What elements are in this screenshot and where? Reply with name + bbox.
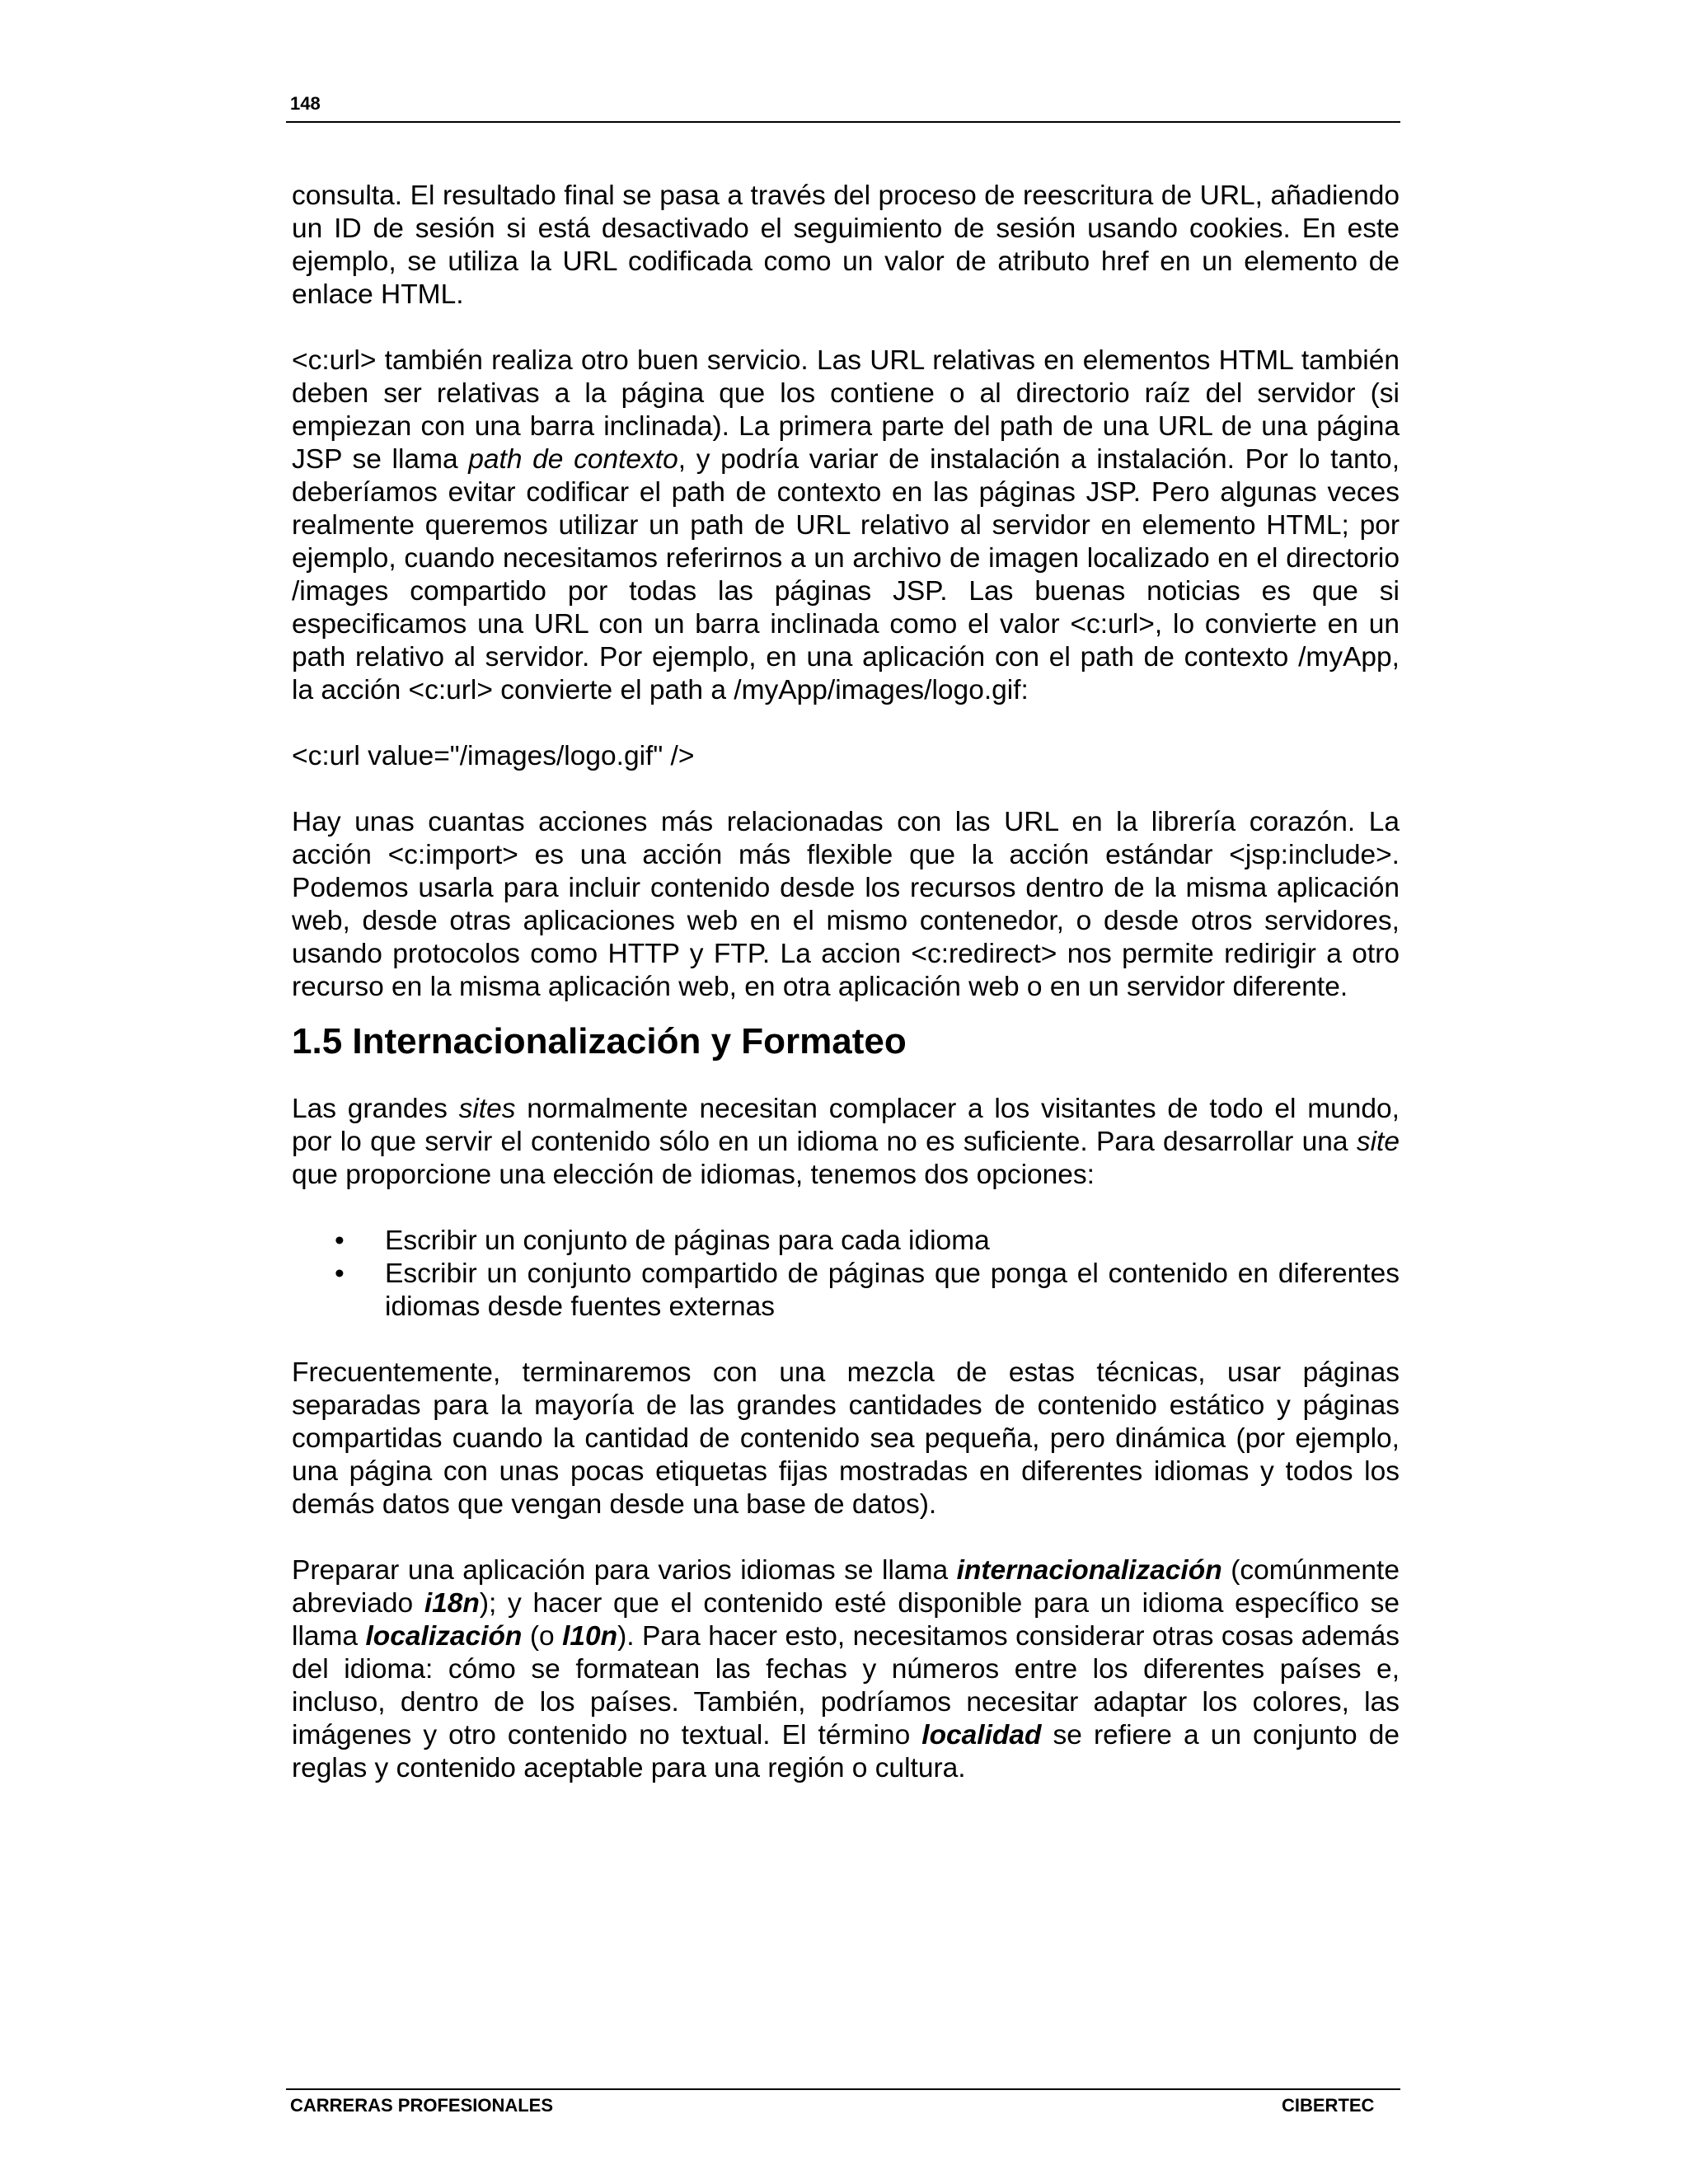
code-example: <c:url value="/images/logo.gif" />: [292, 741, 695, 771]
text-run: (o: [522, 1621, 563, 1652]
text-run: (comúnmente abreviado: [292, 1555, 1400, 1619]
spacer: [292, 1324, 1400, 1357]
bullet-icon: •: [335, 1226, 345, 1256]
emphasis-site: site: [1356, 1127, 1400, 1157]
spacer: [292, 312, 1400, 344]
term-internacionalizacion: internacionalización: [956, 1555, 1222, 1586]
section-heading: 1.5 Internacionalización y Formateo: [292, 1021, 907, 1062]
term-l10n: l10n: [562, 1621, 618, 1652]
page-body: [292, 180, 1400, 1785]
footer-right-label: CIBERTEC: [1282, 2095, 1375, 2116]
bullet-icon: •: [335, 1258, 345, 1289]
spacer: [292, 773, 1400, 806]
list-item-text: Escribir un conjunto compartido de páginas que ponga el contenido en diferentes idiomas desde fuentes externas: [385, 1258, 1400, 1322]
paragraph-consulta: consulta. El resultado final se pasa a través del proceso de reescritura de URL, añadiendo un ID de sesión si está desactivado el seguimiento de sesión usando cookies. En este ejemplo, se utiliza la URL codificada como un valor de atributo href en un elemento de enlace HTML.: [292, 180, 1400, 310]
paragraph-i18n: [292, 1554, 1400, 1785]
list-item-text: Escribir un conjunto de páginas para cada idioma: [385, 1226, 990, 1256]
list-item: [292, 1258, 1400, 1324]
term-i18n: i18n: [424, 1588, 480, 1619]
spacer: [292, 707, 1400, 740]
emphasis-path-de-contexto: path de contexto: [468, 444, 678, 475]
paragraph-curl: [292, 344, 1400, 707]
term-localizacion: localización: [365, 1621, 523, 1652]
list-item: [292, 1225, 1400, 1258]
text-run: <c:url> también realiza otro buen servicio. Las URL relativas en elementos HTML también deben ser relativas a la página que los contiene o al directorio raíz del servidor (si empiezan con una barra inclinada). La primera parte del path de una URL de una página JSP se llama: [292, 345, 1400, 475]
text-run: ). Para hacer esto, necesitamos considerar otras cosas además del idioma: cómo se formatean las fechas y números entre los diferentes países e, incluso, dentro de los países. También, podríamos necesitar adaptar los colores, las imágenes y otro contenido no textual. El término: [292, 1621, 1400, 1750]
paragraph-techniques: Frecuentemente, terminaremos con una mezcla de estas técnicas, usar páginas separadas para la mayoría de las grandes cantidades de contenido estático y páginas compartidas cuando la cantidad de contenido sea pequeña, pero dinámica (por ejemplo, una página con unas pocas etiquetas fijas mostradas en diferentes idiomas y todos los demás datos que vengan desde una base de datos).: [292, 1357, 1400, 1520]
text-run: se refiere a un conjunto de reglas y contenido aceptable para una región o cultura.: [292, 1720, 1400, 1783]
header-rule: [286, 121, 1400, 123]
text-run: , y podría variar de instalación a instalación. Por lo tanto, deberíamos evitar codificar el path de contexto en las páginas JSP. Pero algunas veces realmente queremos utilizar un path de URL relativo al servidor en elemento HTML; por ejemplo, cuando necesitamos referirnos a un archivo de imagen localizado en el directorio /images compartido por todas las páginas JSP. Las buenas noticias es que si especificamos una URL con un barra inclinada como el valor <c:url>, lo convierte en un path relativo al servidor. Por ejemplo, en una aplicación con el path de contexto /myApp, la acción <c:url> convierte el path a /myApp/images/logo.gif:: [292, 444, 1400, 705]
spacer: [292, 1521, 1400, 1554]
text-run: Las grandes: [292, 1094, 459, 1124]
text-run: ); y hacer que el contenido esté disponible para un idioma específico se llama: [292, 1588, 1400, 1652]
emphasis-sites: sites: [458, 1094, 516, 1124]
paragraph-intro: [292, 1093, 1400, 1192]
text-run: que proporcione una elección de idiomas, tenemos dos opciones:: [292, 1160, 1095, 1190]
text-run: Preparar una aplicación para varios idiomas se llama: [292, 1555, 957, 1586]
text-run: normalmente necesitan complacer a los visitantes de todo el mundo, por lo que servir el contenido sólo en un idioma no es suficiente. Para desarrollar una: [292, 1094, 1400, 1157]
footer-left-label: CARRERAS PROFESIONALES: [290, 2095, 554, 2116]
paragraph-url-actions: Hay unas cuantas acciones más relacionadas con las URL en la librería corazón. La acción <c:import> es una acción más flexible que la acción estándar <jsp:include>. Podemos usarla para incluir contenido desde los recursos dentro de la misma aplicación web, desde otras aplicaciones web en el mismo contenedor, o desde otros servidores, usando protocolos como HTTP y FTP. La accion <c:redirect> nos permite redirigir a otro recurso en la misma aplicación web, en otra aplicación web o en un servidor diferente.: [292, 807, 1400, 1002]
footer-rule: [286, 2088, 1400, 2090]
spacer: [292, 1192, 1400, 1225]
options-list: [292, 1225, 1400, 1324]
page-number: 148: [290, 93, 321, 114]
term-localidad: localidad: [921, 1720, 1042, 1750]
